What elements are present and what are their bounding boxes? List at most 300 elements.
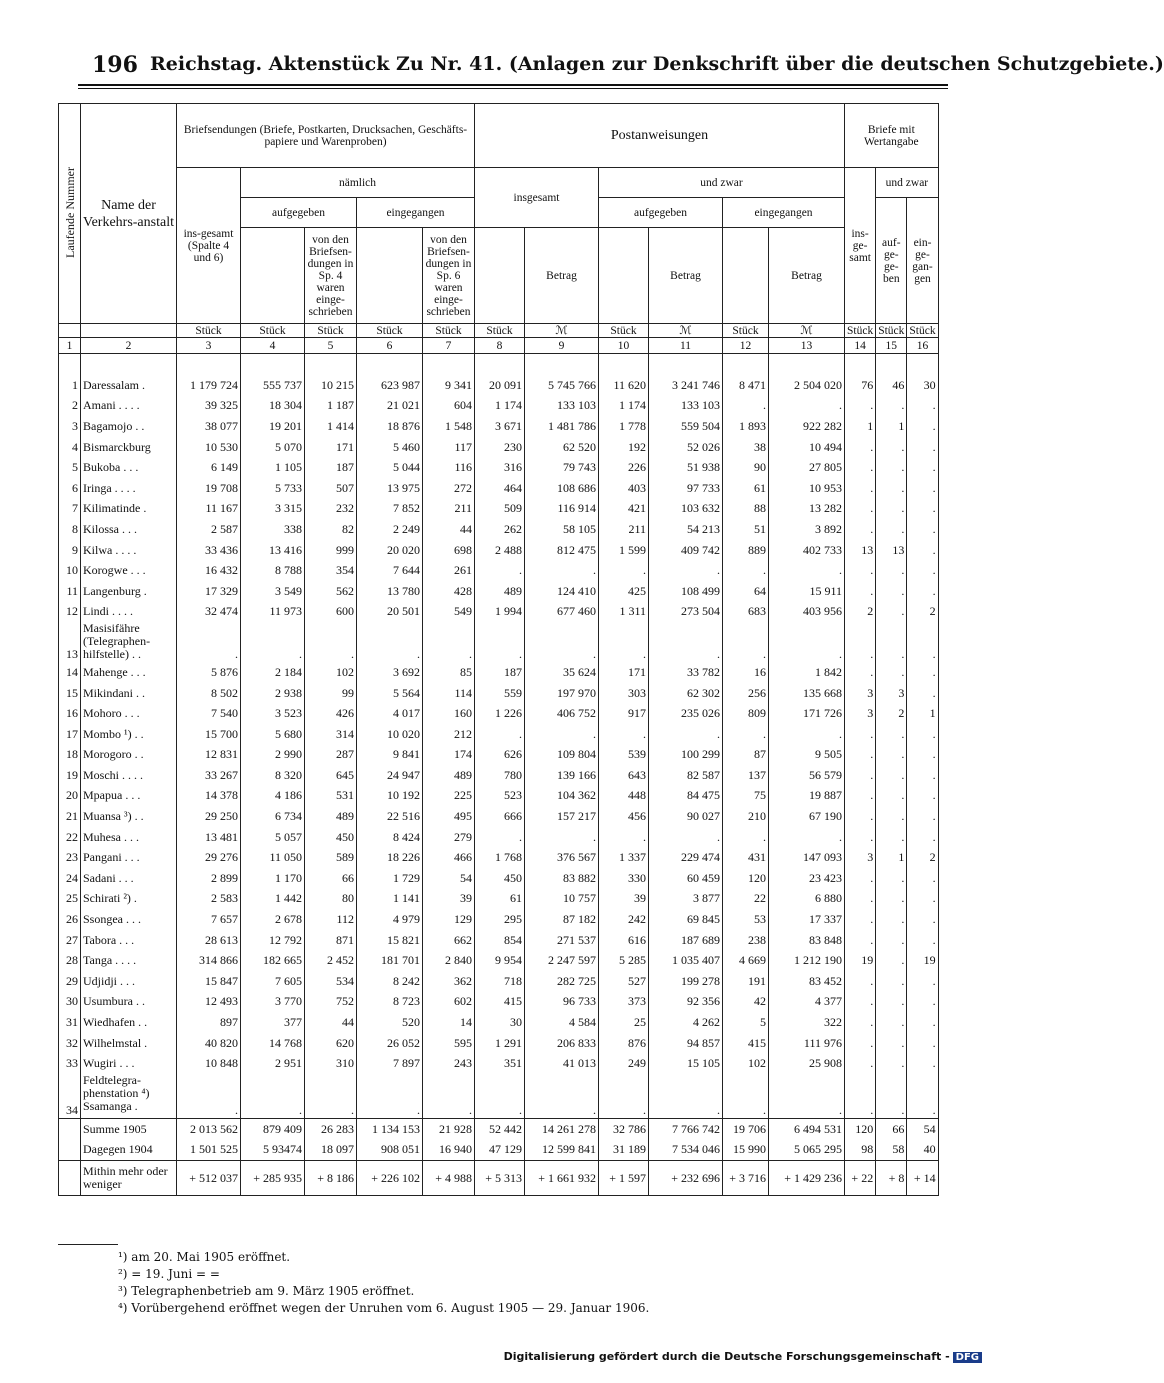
- value-cell-c16: 19: [907, 950, 938, 971]
- value-cell-c7: 54: [423, 868, 475, 889]
- value-cell-c6: 908 051: [357, 1140, 423, 1161]
- table-row: [59, 1012, 939, 1033]
- value-cell-c14: .: [845, 889, 876, 910]
- value-cell-c7: 362: [423, 971, 475, 992]
- value-cell-c6: 623 987: [357, 375, 423, 396]
- row-number: 7: [59, 499, 81, 520]
- value-cell-c5: 2 452: [305, 950, 357, 971]
- value-cell-c14: .: [845, 930, 876, 951]
- digitization-footer: [504, 1350, 982, 1363]
- unit-cell: Stück: [723, 324, 769, 338]
- value-cell-c16: .: [907, 1074, 938, 1119]
- value-cell-c15: .: [876, 396, 907, 417]
- value-cell-c12: 8 471: [723, 375, 769, 396]
- value-cell-c11: 3 877: [649, 889, 723, 910]
- value-cell-c5: 102: [305, 662, 357, 683]
- value-cell-c12: 19 706: [723, 1119, 769, 1140]
- spacer-cell: [357, 354, 423, 376]
- col-head-wert-eingegangen: ein-ge-gan-gen: [907, 198, 938, 324]
- row-number: 16: [59, 703, 81, 724]
- table-row: [59, 416, 939, 437]
- col-head-betrag-13: Betrag: [769, 228, 845, 324]
- value-cell-c6: 8 723: [357, 992, 423, 1013]
- value-cell-c15: 1: [876, 416, 907, 437]
- spacer-cell: [723, 354, 769, 376]
- footnote-rule: [58, 1244, 118, 1245]
- value-cell-c13: .: [769, 396, 845, 417]
- value-cell-c9: 812 475: [525, 540, 599, 561]
- col-head-pa-eingegangen: eingegangen: [723, 198, 845, 228]
- col-head-aufgegeben: aufgegeben: [241, 198, 357, 228]
- value-cell-c16: .: [907, 868, 938, 889]
- value-cell-c14: 19: [845, 950, 876, 971]
- table-row: [59, 827, 939, 848]
- value-cell-c4: 182 665: [241, 950, 305, 971]
- row-number: 6: [59, 478, 81, 499]
- value-cell-c6: 4 979: [357, 909, 423, 930]
- table-row: [59, 889, 939, 910]
- value-cell-c4: 14 768: [241, 1033, 305, 1054]
- value-cell-c14: 3: [845, 703, 876, 724]
- value-cell-c6: 22 516: [357, 806, 423, 827]
- value-cell-c7: 21 928: [423, 1119, 475, 1140]
- value-cell-c14: .: [845, 806, 876, 827]
- value-cell-c11: 15 105: [649, 1053, 723, 1074]
- table-row: [59, 930, 939, 951]
- value-cell-c15: .: [876, 437, 907, 458]
- column-number: 15: [876, 338, 907, 354]
- value-cell-c7: 225: [423, 786, 475, 807]
- value-cell-c4: 13 416: [241, 540, 305, 561]
- value-cell-c8: 230: [475, 437, 525, 458]
- row-number: 22: [59, 827, 81, 848]
- value-cell-c7: 129: [423, 909, 475, 930]
- value-cell-c11: 94 857: [649, 1033, 723, 1054]
- value-cell-c4: 5 93474: [241, 1140, 305, 1161]
- row-number: 24: [59, 868, 81, 889]
- col-group-wertbriefe: Briefe mit Wertangabe: [845, 104, 939, 168]
- value-cell-c7: 466: [423, 847, 475, 868]
- value-cell-c12: 137: [723, 765, 769, 786]
- value-cell-c13: 17 337: [769, 909, 845, 930]
- station-name: Moschi . . . .: [81, 765, 177, 786]
- table-body: [59, 354, 939, 1196]
- value-cell-c13: 25 908: [769, 1053, 845, 1074]
- value-cell-c5: 426: [305, 703, 357, 724]
- value-cell-c9: 206 833: [525, 1033, 599, 1054]
- value-cell-c13: .: [769, 1074, 845, 1119]
- station-name: Tanga . . . .: [81, 950, 177, 971]
- value-cell-c5: 99: [305, 683, 357, 704]
- unit-cell: Stück: [423, 324, 475, 338]
- unit-cell: Stück: [845, 324, 876, 338]
- value-cell-c10: 527: [599, 971, 649, 992]
- value-cell-c15: 1: [876, 847, 907, 868]
- value-cell-c13: 147 093: [769, 847, 845, 868]
- value-cell-c6: .: [357, 1074, 423, 1119]
- value-cell-c7: 44: [423, 519, 475, 540]
- value-cell-c12: .: [723, 560, 769, 581]
- value-cell-c3: .: [177, 622, 241, 662]
- value-cell-c4: 11 973: [241, 602, 305, 623]
- value-cell-c5: 82: [305, 519, 357, 540]
- row-number: 13: [59, 622, 81, 662]
- column-number: 3: [177, 338, 241, 354]
- row-number: 21: [59, 806, 81, 827]
- value-cell-c14: 98: [845, 1140, 876, 1161]
- value-cell-c7: 212: [423, 724, 475, 745]
- col-head-naemlich: nämlich: [241, 168, 475, 198]
- value-cell-c14: .: [845, 1053, 876, 1074]
- col-head-insgesamt: insgesamt: [475, 168, 599, 228]
- value-cell-c8: .: [475, 560, 525, 581]
- value-cell-c4: 2 951: [241, 1053, 305, 1074]
- value-cell-c6: 9 841: [357, 745, 423, 766]
- value-cell-c7: 243: [423, 1053, 475, 1074]
- value-cell-c8: 61: [475, 889, 525, 910]
- value-cell-c6: 7 897: [357, 1053, 423, 1074]
- table-row: [59, 662, 939, 683]
- value-cell-c16: .: [907, 930, 938, 951]
- station-name: Udjidji . . .: [81, 971, 177, 992]
- value-cell-c3: 11 167: [177, 499, 241, 520]
- value-cell-c16: .: [907, 499, 938, 520]
- value-cell-c7: 549: [423, 602, 475, 623]
- value-cell-c3: 40 820: [177, 1033, 241, 1054]
- value-cell-c10: 448: [599, 786, 649, 807]
- value-cell-c13: 23 423: [769, 868, 845, 889]
- station-name: Amani . . . .: [81, 396, 177, 417]
- value-cell-c11: 52 026: [649, 437, 723, 458]
- page-number: 196: [92, 52, 138, 78]
- value-cell-c16: .: [907, 540, 938, 561]
- unit-cell: [81, 324, 177, 338]
- value-cell-c11: 84 475: [649, 786, 723, 807]
- col-head-wert-und-zwar: und zwar: [876, 168, 938, 198]
- value-cell-c4: 5 680: [241, 724, 305, 745]
- value-cell-c11: 229 474: [649, 847, 723, 868]
- value-cell-c12: 75: [723, 786, 769, 807]
- column-number: 8: [475, 338, 525, 354]
- column-number: 6: [357, 338, 423, 354]
- value-cell-c3: 5 876: [177, 662, 241, 683]
- value-cell-c7: 272: [423, 478, 475, 499]
- value-cell-c8: 523: [475, 786, 525, 807]
- table-row: [59, 1140, 939, 1161]
- spacer-cell: [876, 354, 907, 376]
- value-cell-c9: 79 743: [525, 457, 599, 478]
- value-cell-c12: 61: [723, 478, 769, 499]
- value-cell-c13: 1 212 190: [769, 950, 845, 971]
- value-cell-c4: 3 315: [241, 499, 305, 520]
- station-name: Wilhelmstal .: [81, 1033, 177, 1054]
- value-cell-c8: 780: [475, 765, 525, 786]
- table-row: [59, 519, 939, 540]
- unit-cell: Stück: [876, 324, 907, 338]
- value-cell-c9: 14 261 278: [525, 1119, 599, 1140]
- col-head-von-sp6: von den Briefsen-dungen in Sp. 6 waren einge-schrieben: [423, 228, 475, 324]
- value-cell-c14: .: [845, 581, 876, 602]
- value-cell-c8: 47 129: [475, 1140, 525, 1161]
- value-cell-c11: 97 733: [649, 478, 723, 499]
- value-cell-c8: 1 291: [475, 1033, 525, 1054]
- value-cell-c14: .: [845, 786, 876, 807]
- station-name: Sadani . . .: [81, 868, 177, 889]
- value-cell-c13: 10 494: [769, 437, 845, 458]
- value-cell-c15: + 8: [876, 1161, 907, 1196]
- value-cell-c10: 303: [599, 683, 649, 704]
- value-cell-c11: 33 782: [649, 662, 723, 683]
- value-cell-c14: 3: [845, 847, 876, 868]
- value-cell-c7: .: [423, 622, 475, 662]
- value-cell-c11: + 232 696: [649, 1161, 723, 1196]
- value-cell-c8: 854: [475, 930, 525, 951]
- spacer-cell: [423, 354, 475, 376]
- table-row: [59, 396, 939, 417]
- value-cell-c12: 191: [723, 971, 769, 992]
- station-name: Mombo ¹) . .: [81, 724, 177, 745]
- value-cell-c3: 12 493: [177, 992, 241, 1013]
- row-number: 19: [59, 765, 81, 786]
- value-cell-c15: .: [876, 1033, 907, 1054]
- value-cell-c11: 90 027: [649, 806, 723, 827]
- spacer-cell: [525, 354, 599, 376]
- value-cell-c16: 1: [907, 703, 938, 724]
- value-cell-c11: 3 241 746: [649, 375, 723, 396]
- value-cell-c15: .: [876, 499, 907, 520]
- value-cell-c14: .: [845, 437, 876, 458]
- value-cell-c10: 171: [599, 662, 649, 683]
- value-cell-c6: 8 424: [357, 827, 423, 848]
- spacer-cell: [305, 354, 357, 376]
- value-cell-c10: 5 285: [599, 950, 649, 971]
- value-cell-c8: 187: [475, 662, 525, 683]
- value-cell-c14: 13: [845, 540, 876, 561]
- value-cell-c9: .: [525, 560, 599, 581]
- value-cell-c14: .: [845, 724, 876, 745]
- value-cell-c4: 18 304: [241, 396, 305, 417]
- value-cell-c5: 112: [305, 909, 357, 930]
- value-cell-c14: .: [845, 971, 876, 992]
- row-number: 27: [59, 930, 81, 951]
- station-name: Summe 1905: [81, 1119, 177, 1140]
- value-cell-c15: 13: [876, 540, 907, 561]
- page-title: Reichstag. Aktenstück Zu Nr. 41. (Anlagen zur Denkschrift über die deutschen Schutzgebiete.): [150, 53, 1164, 75]
- value-cell-c5: 620: [305, 1033, 357, 1054]
- value-cell-c14: .: [845, 519, 876, 540]
- value-cell-c3: 28 613: [177, 930, 241, 951]
- row-number: 11: [59, 581, 81, 602]
- value-cell-c16: .: [907, 622, 938, 662]
- value-cell-c8: 718: [475, 971, 525, 992]
- value-cell-c16: 40: [907, 1140, 938, 1161]
- value-cell-c5: 645: [305, 765, 357, 786]
- value-cell-c9: 116 914: [525, 499, 599, 520]
- value-cell-c10: 249: [599, 1053, 649, 1074]
- value-cell-c7: 116: [423, 457, 475, 478]
- value-cell-c12: 256: [723, 683, 769, 704]
- column-number: 14: [845, 338, 876, 354]
- value-cell-c6: 5 044: [357, 457, 423, 478]
- value-cell-c4: 1 442: [241, 889, 305, 910]
- value-cell-c12: + 3 716: [723, 1161, 769, 1196]
- value-cell-c9: .: [525, 622, 599, 662]
- value-cell-c4: 879 409: [241, 1119, 305, 1140]
- value-cell-c6: 181 701: [357, 950, 423, 971]
- value-cell-c9: 108 686: [525, 478, 599, 499]
- table-row: [59, 602, 939, 623]
- value-cell-c12: 102: [723, 1053, 769, 1074]
- value-cell-c5: 44: [305, 1012, 357, 1033]
- table-row: [59, 540, 939, 561]
- value-cell-c9: 35 624: [525, 662, 599, 683]
- value-cell-c12: 64: [723, 581, 769, 602]
- value-cell-c7: 117: [423, 437, 475, 458]
- value-cell-c7: 211: [423, 499, 475, 520]
- value-cell-c16: .: [907, 1012, 938, 1033]
- station-name: Mpapua . . .: [81, 786, 177, 807]
- value-cell-c8: 1 768: [475, 847, 525, 868]
- value-cell-c14: .: [845, 1033, 876, 1054]
- value-cell-c4: .: [241, 1074, 305, 1119]
- spacer-cell: [769, 354, 845, 376]
- value-cell-c7: 261: [423, 560, 475, 581]
- station-name: Wiedhafen . .: [81, 1012, 177, 1033]
- value-cell-c7: 85: [423, 662, 475, 683]
- value-cell-c5: 171: [305, 437, 357, 458]
- value-cell-c9: 87 182: [525, 909, 599, 930]
- value-cell-c9: 406 752: [525, 703, 599, 724]
- column-number: 16: [907, 338, 938, 354]
- value-cell-c15: 66: [876, 1119, 907, 1140]
- value-cell-c7: 662: [423, 930, 475, 951]
- value-cell-c11: 273 504: [649, 602, 723, 623]
- value-cell-c9: 1 481 786: [525, 416, 599, 437]
- value-cell-c5: 287: [305, 745, 357, 766]
- value-cell-c12: 120: [723, 868, 769, 889]
- value-cell-c16: .: [907, 786, 938, 807]
- value-cell-c12: 53: [723, 909, 769, 930]
- value-cell-c9: 12 599 841: [525, 1140, 599, 1161]
- unit-cell: Stück: [305, 324, 357, 338]
- table-row: [59, 992, 939, 1013]
- value-cell-c13: 5 065 295: [769, 1140, 845, 1161]
- row-number: 33: [59, 1053, 81, 1074]
- value-cell-c9: .: [525, 1074, 599, 1119]
- value-cell-c11: 54 213: [649, 519, 723, 540]
- column-number: 13: [769, 338, 845, 354]
- value-cell-c11: 7 766 742: [649, 1119, 723, 1140]
- unit-cell: Stück: [357, 324, 423, 338]
- value-cell-c4: 377: [241, 1012, 305, 1033]
- value-cell-c8: 626: [475, 745, 525, 766]
- value-cell-c10: .: [599, 560, 649, 581]
- value-cell-c3: 17 329: [177, 581, 241, 602]
- value-cell-c8: 351: [475, 1053, 525, 1074]
- value-cell-c9: 62 520: [525, 437, 599, 458]
- value-cell-c8: 295: [475, 909, 525, 930]
- spacer-cell: [241, 354, 305, 376]
- table-row: [59, 847, 939, 868]
- col-head-wert-aufgegeben: auf-ge-ge-ben: [876, 198, 907, 324]
- station-name: Bismarckburg: [81, 437, 177, 458]
- row-number: [59, 1161, 81, 1196]
- value-cell-c15: .: [876, 827, 907, 848]
- value-cell-c7: 602: [423, 992, 475, 1013]
- value-cell-c10: 1 778: [599, 416, 649, 437]
- value-cell-c11: 69 845: [649, 909, 723, 930]
- value-cell-c9: 109 804: [525, 745, 599, 766]
- value-cell-c8: 509: [475, 499, 525, 520]
- value-cell-c7: 160: [423, 703, 475, 724]
- table-row: [59, 683, 939, 704]
- row-number: 18: [59, 745, 81, 766]
- value-cell-c13: 402 733: [769, 540, 845, 561]
- unit-cell: ℳ: [649, 324, 723, 338]
- col-head-eingegangen: eingegangen: [357, 198, 475, 228]
- value-cell-c9: 83 882: [525, 868, 599, 889]
- value-cell-c12: 87: [723, 745, 769, 766]
- value-cell-c11: 409 742: [649, 540, 723, 561]
- value-cell-c5: 589: [305, 847, 357, 868]
- value-cell-c6: 24 947: [357, 765, 423, 786]
- value-cell-c6: 13 780: [357, 581, 423, 602]
- value-cell-c11: .: [649, 1074, 723, 1119]
- value-cell-c11: 100 299: [649, 745, 723, 766]
- value-cell-c6: 2 249: [357, 519, 423, 540]
- col-head-name: Name der Verkehrs-anstalt: [81, 104, 177, 324]
- row-number: 5: [59, 457, 81, 478]
- value-cell-c6: 18 876: [357, 416, 423, 437]
- value-cell-c6: 5 564: [357, 683, 423, 704]
- col-head-pa-aufgegeben: aufgegeben: [599, 198, 723, 228]
- value-cell-c8: .: [475, 622, 525, 662]
- value-cell-c9: 133 103: [525, 396, 599, 417]
- value-cell-c10: 643: [599, 765, 649, 786]
- value-cell-c12: 238: [723, 930, 769, 951]
- value-cell-c11: 92 356: [649, 992, 723, 1013]
- value-cell-c10: 242: [599, 909, 649, 930]
- value-cell-c7: 1 548: [423, 416, 475, 437]
- value-cell-c7: .: [423, 1074, 475, 1119]
- row-number: [59, 1119, 81, 1140]
- value-cell-c10: 192: [599, 437, 649, 458]
- value-cell-c13: 135 668: [769, 683, 845, 704]
- value-cell-c3: 1 179 724: [177, 375, 241, 396]
- spacer-cell: [599, 354, 649, 376]
- value-cell-c4: 3 549: [241, 581, 305, 602]
- value-cell-c11: .: [649, 622, 723, 662]
- value-cell-c10: 876: [599, 1033, 649, 1054]
- column-number: 2: [81, 338, 177, 354]
- value-cell-c3: 32 474: [177, 602, 241, 623]
- value-cell-c15: 2: [876, 703, 907, 724]
- value-cell-c10: 1 311: [599, 602, 649, 623]
- value-cell-c16: .: [907, 437, 938, 458]
- value-cell-c4: 2 938: [241, 683, 305, 704]
- value-cell-c4: 6 734: [241, 806, 305, 827]
- table-row: [59, 786, 939, 807]
- value-cell-c10: 11 620: [599, 375, 649, 396]
- station-name: Muhesa . . .: [81, 827, 177, 848]
- value-cell-c10: 32 786: [599, 1119, 649, 1140]
- value-cell-c6: 7 852: [357, 499, 423, 520]
- value-cell-c15: .: [876, 909, 907, 930]
- value-cell-c14: .: [845, 827, 876, 848]
- value-cell-c16: .: [907, 971, 938, 992]
- value-cell-c10: 403: [599, 478, 649, 499]
- value-cell-c10: 421: [599, 499, 649, 520]
